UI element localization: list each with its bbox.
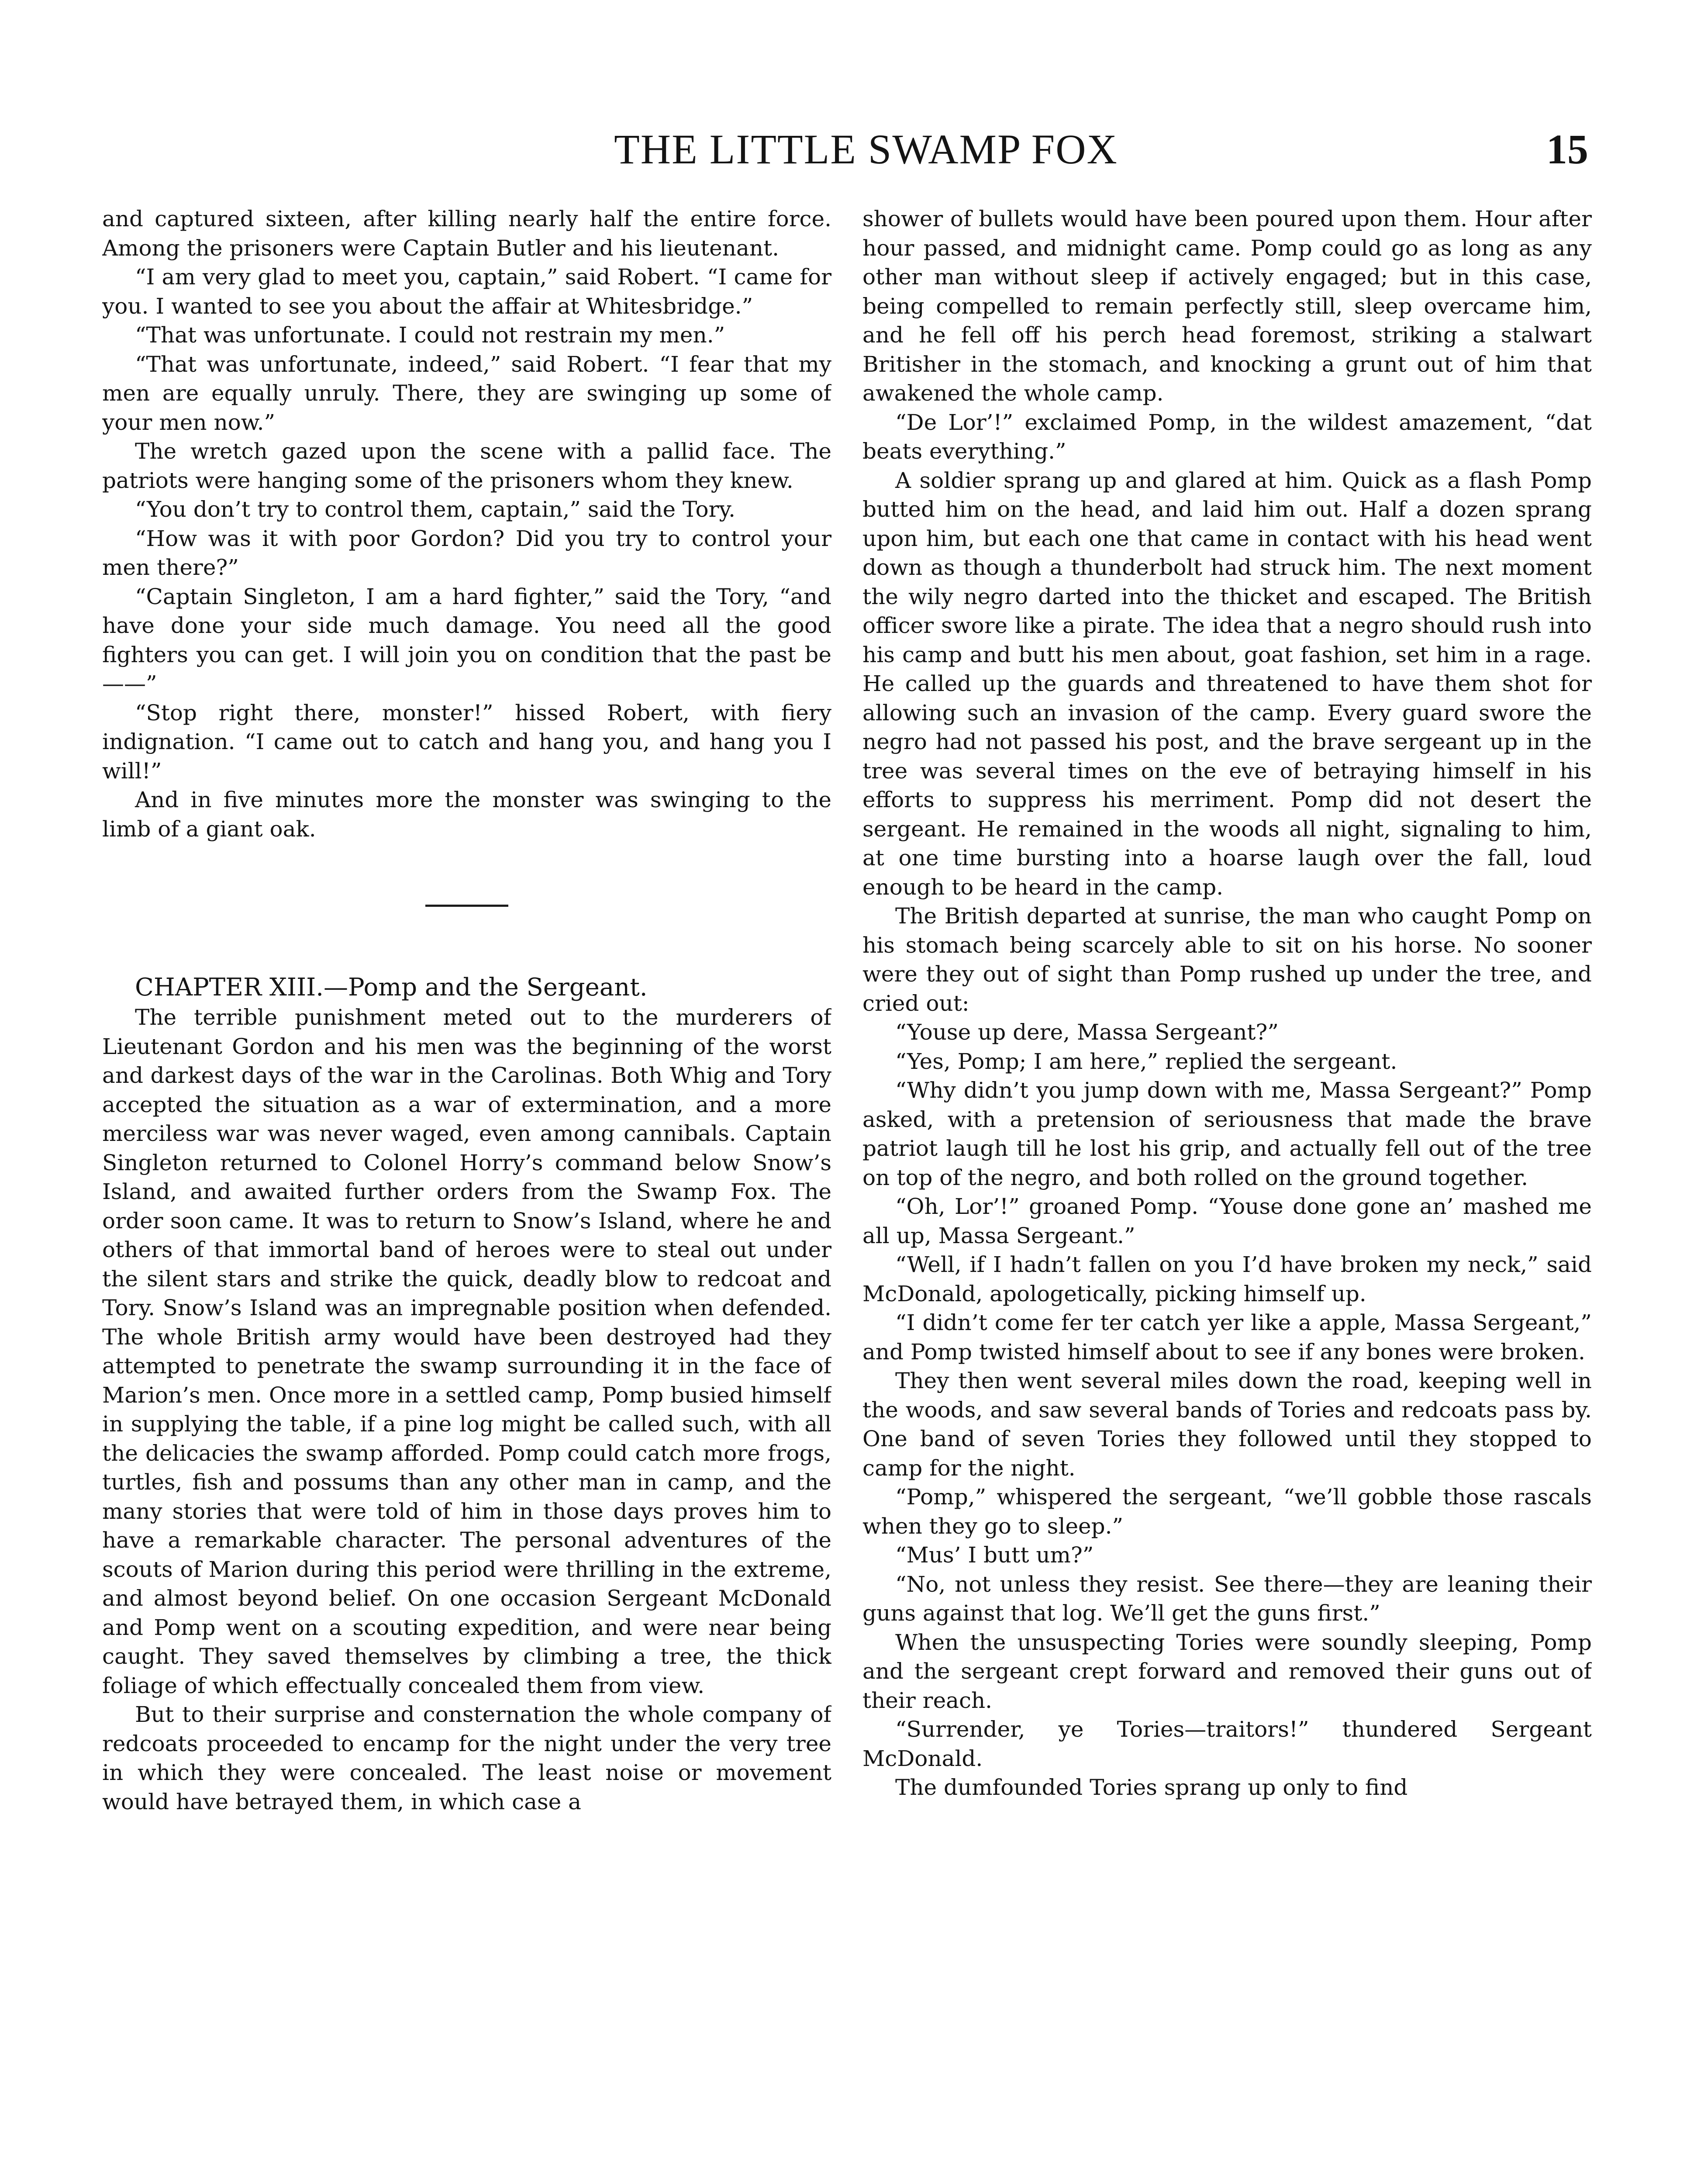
paragraph: They then went several miles down the road, keeping well in the woods, and saw several bands of Tories and redcoats pass by. One band of seven Tories they followed until they stopped to camp for the night. — [862, 1368, 1592, 1481]
paragraph: “Pomp,” whispered the sergeant, “we’ll gobble those rascals when they go to sleep.” — [862, 1484, 1592, 1539]
left-column — [102, 204, 831, 2184]
paragraph: The dumfounded Tories sprang up only to find — [895, 1775, 1408, 1800]
paragraph: When the unsuspecting Tories were soundly sleeping, Pomp and the sergeant crept forward and removed their guns out of their reach. — [862, 1629, 1592, 1713]
paragraph: A soldier sprang up and glared at him. Quick as a flash Pomp butted him on the head, and laid him out. Half a dozen sprang upon him, but each one that came in contact with his head went down as though a thunderbolt had struck him. The next moment the wily negro darted into the thicket and escaped. The British officer swore like a pirate. The idea that a negro should rush into his camp and butt his men about, goat fashion, set him in a rage. He called up the guards and threatened to have them shot for allowing such an invasion of the camp. Every guard swore the negro had not passed his post, and the brave sergeant up in the tree was several times on the eve of betraying himself in his efforts to suppress his merriment. Pomp did not desert the sergeant. He remained in the woods all night, signaling to him, at one time bursting into a hoarse laugh over the fall, loud enough to be heard in the camp. — [862, 467, 1592, 900]
paragraph: “Surrender, ye Tories—traitors!” thundered Sergeant McDonald. — [862, 1717, 1592, 1771]
paragraph: “De Lor’!” exclaimed Pomp, in the wildest amazement, “dat beats everything.” — [862, 409, 1592, 464]
paragraph: “Oh, Lor’!” groaned Pomp. “Youse done gone an’ mashed me all up, Massa Sergeant.” — [862, 1194, 1592, 1248]
paragraph: “Youse up dere, Massa Sergeant?” — [895, 1019, 1279, 1045]
paragraph: But to their surprise and consternation the whole company of redcoats proceeded to encamp for the night under the very tree in which they were concealed. The least noise or movement would have betrayed them, in which case a — [102, 1702, 831, 1814]
right-column — [862, 204, 1592, 2184]
paragraph: “I am very glad to meet you, captain,” said Robert. “I came for you. I wanted to see you about the affair at Whitesbridge.” — [102, 264, 831, 319]
paragraph: “That was unfortunate. I could not restrain my men.” — [135, 322, 725, 348]
paragraph: The terrible punishment meted out to the murderers of Lieutenant Gordon and his men was the beginning of the worst and darkest days of the war in the Carolinas. Both Whig and Tory accepted the situation as a war of extermination, and a more merciless war was never waged, even among cannibals. Captain Singleton returned to Colonel Horry’s command below Snow’s Island, and awaited further orders from the Swamp Fox. The order soon came. It was to return to Snow’s Island, where he and others of that immortal band of heroes were to steal out under the silent stars and strike the quick, deadly blow to redcoat and Tory. Snow’s Island was an impregnable position when defended. The whole British army would have been destroyed had they attempted to penetrate the swamp surrounding it in the face of Marion’s men. Once more in a settled camp, Pomp busied himself in supplying the table, if a pine log might be called such, with all the delicacies the swamp afforded. Pomp could catch more frogs, turtles, fish and possums than any other man in camp, and the many stories that were told of him in those days proves him to have a remarkable character. The personal adventures of the scouts of Marion during this period were thrilling in the extreme, and almost beyond belief. On one occasion Sergeant McDonald and Pomp went on a scouting expedition, and were near being caught. They saved themselves by climbing a tree, the thick foliage of which effectually concealed them from view. — [102, 1005, 831, 1698]
section-divider — [425, 905, 508, 907]
paragraph: “No, not unless they resist. See there—they are leaning their guns against that log. We’ll get the guns first.” — [862, 1571, 1592, 1626]
paragraph: “Yes, Pomp; I am here,” replied the sergeant. — [895, 1048, 1397, 1074]
paragraph: The wretch gazed upon the scene with a pallid face. The patriots were hanging some of the prisoners whom they knew. — [102, 439, 831, 493]
paragraph: “Mus’ I butt um?” — [895, 1542, 1094, 1568]
paragraph: “Captain Singleton, I am a hard fighter,” said the Tory, “and have done your side much damage. You need all the good fighters you can get. I will join you on condition that the past be——” — [102, 584, 831, 696]
chapter-heading: CHAPTER XIII.—Pomp and the Sergeant. — [135, 973, 648, 1002]
paragraph: The British departed at sunrise, the man who caught Pomp on his stomach being scarcely able to sit on his horse. No sooner were they out of sight than Pomp rushed up under the tree, and cried out: — [862, 903, 1592, 1016]
paragraph: and captured sixteen, after killing nearly half the entire force. Among the prisoners were Captain Butler and his lieutenant. — [102, 206, 831, 261]
paragraph: “Stop right there, monster!” hissed Robert, with fiery indignation. “I came out to catch and hang you, and hang you I will!” — [102, 700, 831, 784]
paragraph: “That was unfortunate, indeed,” said Robert. “I fear that my men are equally unruly. There, they are swinging up some of your men now.” — [102, 351, 831, 435]
page-number: 15 — [1546, 126, 1588, 173]
paragraph: shower of bullets would have been poured upon them. Hour after hour passed, and midnight came. Pomp could go as long as any other man without sleep if actively engaged; but in this case, being compelled to remain perfectly still, sleep overcame him, and he fell off his perch head foremost, striking a stalwart Britisher in the stomach, and knocking a grunt out of him that awakened the whole camp. — [862, 206, 1592, 406]
running-title: THE LITTLE SWAMP FOX — [614, 126, 1118, 173]
paragraph: “How was it with poor Gordon? Did you try to control your men there?” — [102, 525, 831, 580]
paragraph: “I didn’t come fer ter catch yer like a apple, Massa Sergeant,” and Pomp twisted himself about to see if any bones were broken. — [862, 1310, 1592, 1365]
paragraph: And in five minutes more the monster was swinging to the limb of a giant oak. — [102, 787, 831, 842]
paragraph: “Why didn’t you jump down with me, Massa Sergeant?” Pomp asked, with a pretension of seriousness that made the brave patriot laugh till he lost his grip, and actually fell out of the tree on top of the negro, and both rolled on the ground together. — [862, 1078, 1592, 1190]
paragraph: “You don’t try to control them, captain,” said the Tory. — [135, 497, 735, 522]
page-header — [0, 123, 1704, 184]
paragraph: “Well, if I hadn’t fallen on you I’d have broken my neck,” said McDonald, apologetically, picking himself up. — [862, 1252, 1592, 1306]
